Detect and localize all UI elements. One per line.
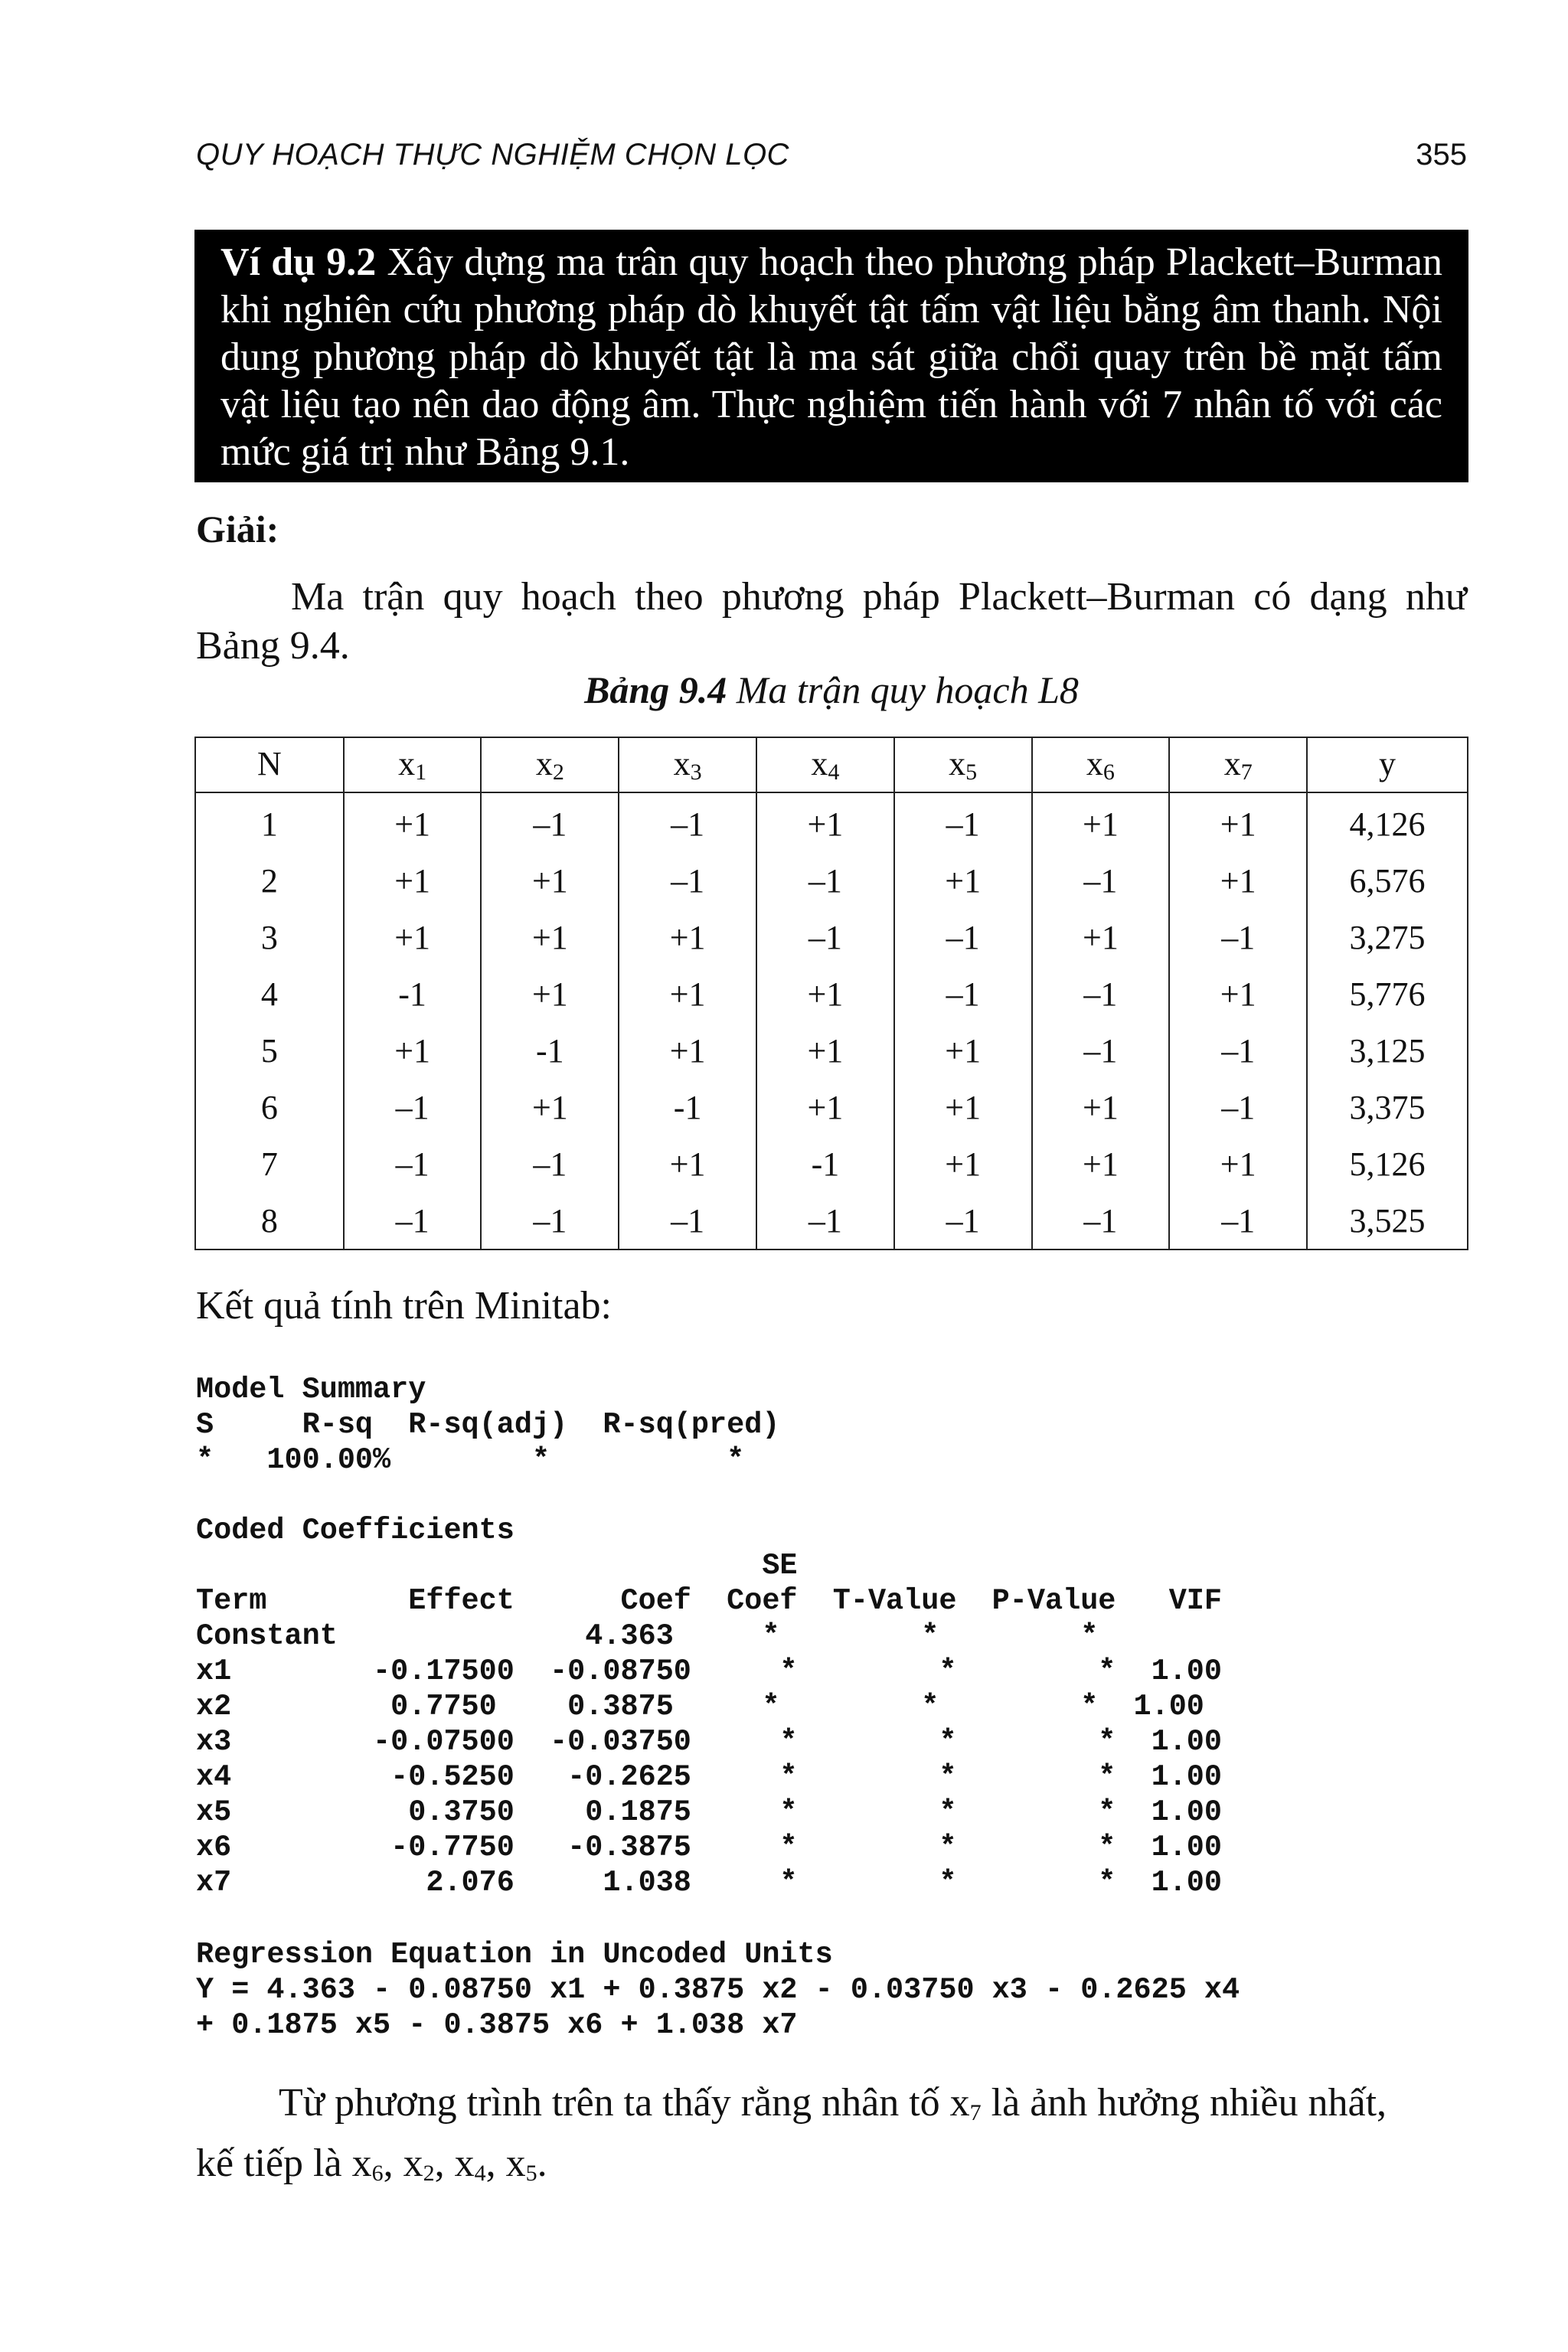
table-cell: –1	[894, 965, 1032, 1022]
table-cell: 1	[195, 792, 344, 852]
example-text: Xây dựng ma trân quy hoạch theo phương pháp Plackett–Burman khi nghiên cứu phương pháp dò khuyết tật tấm vật liệu bằng âm thanh. Nội dung phương pháp dò khuyết tật là ma sát giữa chổi quay trên bề mặt tấm vật liệu tạo nên dao động âm. Thực nghiệm tiến hành với 7 nhân tố với các mức giá trị như Bảng 9.1.	[220, 240, 1443, 474]
table-cell: +1	[756, 1079, 894, 1135]
table-cell: 7	[195, 1135, 344, 1192]
table-cell: –1	[1169, 1192, 1307, 1250]
table-cell: +1	[894, 1135, 1032, 1192]
table-cell: –1	[344, 1135, 482, 1192]
table-cell: –1	[894, 1192, 1032, 1250]
table-cell: +1	[894, 1079, 1032, 1135]
table-cell: –1	[481, 792, 619, 852]
table-cell: 5,126	[1307, 1135, 1468, 1192]
table-cell: 4,126	[1307, 792, 1468, 852]
example-label: Ví dụ 9.2	[220, 240, 377, 284]
table-cell: 3,375	[1307, 1079, 1468, 1135]
table-cell: +1	[1032, 1079, 1170, 1135]
col-header-x7: $x_7$	[1169, 737, 1307, 792]
table-cell: –1	[1032, 852, 1170, 909]
table-cell: +1	[344, 909, 482, 965]
table-cell: +1	[756, 1022, 894, 1079]
table-cell: –1	[481, 1192, 619, 1250]
chapter-title: QUY HOẠCH THỰC NGHIỆM CHỌN LỌC	[196, 138, 789, 172]
solution-label: Giải:	[196, 508, 279, 550]
table-row	[195, 792, 1468, 852]
table-cell: –1	[1032, 965, 1170, 1022]
table-row	[195, 965, 1468, 1022]
col-header-x5: $x_5$	[894, 737, 1032, 792]
table-cell: –1	[1032, 1192, 1170, 1250]
table-cell: 3,275	[1307, 909, 1468, 965]
table-cell: –1	[344, 1079, 482, 1135]
table-cell: 3	[195, 909, 344, 965]
table-row	[195, 852, 1468, 909]
col-header-x3: $x_3$	[619, 737, 756, 792]
table-cell: +1	[619, 1022, 756, 1079]
table-cell: 3,125	[1307, 1022, 1468, 1079]
table-cell: 4	[195, 965, 344, 1022]
table-cell: +1	[481, 852, 619, 909]
col-header-y: y	[1307, 737, 1468, 792]
table-cell: +1	[1032, 1135, 1170, 1192]
table-cell: +1	[1169, 792, 1307, 852]
table-cell: –1	[1169, 1022, 1307, 1079]
table-row	[195, 1079, 1468, 1135]
col-header-x1: $x_1$	[344, 737, 482, 792]
page-number: 355	[1416, 138, 1467, 172]
table-cell: –1	[894, 909, 1032, 965]
table-cell: -1	[344, 965, 482, 1022]
table-cell: –1	[756, 909, 894, 965]
table-caption-label: Bảng 9.4	[584, 668, 727, 711]
table-cell: +1	[344, 1022, 482, 1079]
table-cell: +1	[756, 965, 894, 1022]
design-matrix-table	[194, 737, 1468, 1250]
table-cell: 6,576	[1307, 852, 1468, 909]
table-cell: +1	[481, 1079, 619, 1135]
table-cell: –1	[619, 1192, 756, 1250]
table-cell: +1	[344, 852, 482, 909]
table-cell: +1	[1169, 852, 1307, 909]
table-cell: +1	[1169, 965, 1307, 1022]
table-caption-title: Ma trận quy hoạch L8	[736, 668, 1079, 711]
col-header-x4: $x_4$	[756, 737, 894, 792]
intro-paragraph: Ma trận quy hoạch theo phương pháp Plackett–Burman có dạng như Bảng 9.4.	[196, 575, 1467, 668]
table-cell: +1	[619, 909, 756, 965]
minitab-result-label: Kết quả tính trên Minitab:	[196, 1284, 612, 1328]
table-row	[195, 1135, 1468, 1192]
table-cell: +1	[1032, 792, 1170, 852]
table-cell: 2	[195, 852, 344, 909]
table-cell: –1	[894, 792, 1032, 852]
col-header-x2: $x_2$	[481, 737, 619, 792]
table-cell: –1	[619, 792, 756, 852]
conclusion-line-1: Từ phương trình trên ta thấy rằng nhân tố $x_7$ là ảnh hưởng nhiều nhất,	[279, 2081, 1387, 2125]
table-row	[195, 1022, 1468, 1079]
table-cell: 3,525	[1307, 1192, 1468, 1250]
table-cell: +1	[481, 965, 619, 1022]
table-cell: -1	[756, 1135, 894, 1192]
col-header-x6: $x_6$	[1032, 737, 1170, 792]
table-cell: –1	[481, 1135, 619, 1192]
table-cell: 5,776	[1307, 965, 1468, 1022]
minitab-coded-coefficients: Coded Coefficients SE Term Effect Coef Coef T-Value P-Value VIF Constant 4.363 * * * x1 -0.17500 -0.08750 * * * 1.00 x2 0.7750 0.3875 * * * 1.00 x3 -0.07500 -0.03750 * * * 1.00 x4 -0.5250 -0.2625 * * * 1.00 x5 0.3750 0.1875 * * * 1.00 x6 -0.7750 -0.3875 * * * 1.00 x7 2.076 1.038 * * * 1.00	[196, 1514, 1223, 1900]
conclusion-line-2: kế tiếp là $x_6$, $x_2$, $x_4$, $x_5$.	[196, 2141, 547, 2186]
table-cell: +1	[894, 852, 1032, 909]
col-header-n: N	[195, 737, 344, 792]
table-cell: +1	[344, 792, 482, 852]
minitab-regression-equation: Regression Equation in Uncoded Units Y = 4.363 - 0.08750 x1 + 0.3875 x2 - 0.03750 x3 - 0.2625 x4 + 0.1875 x5 - 0.3875 x6 + 1.038 x7	[196, 1938, 1240, 2042]
page-header	[196, 138, 1467, 184]
table-cell: +1	[619, 1135, 756, 1192]
table-cell: –1	[756, 852, 894, 909]
table-cell: +1	[1032, 909, 1170, 965]
table-cell: +1	[1169, 1135, 1307, 1192]
table-cell: 8	[195, 1192, 344, 1250]
table-cell: –1	[1169, 1079, 1307, 1135]
table-row	[195, 1192, 1468, 1250]
table-cell: –1	[344, 1192, 482, 1250]
table-cell: +1	[481, 909, 619, 965]
table-caption	[196, 668, 1467, 712]
table-header-row	[195, 737, 1468, 792]
table-cell: -1	[619, 1079, 756, 1135]
table-cell: +1	[619, 965, 756, 1022]
table-cell: –1	[1169, 909, 1307, 965]
table-cell: –1	[756, 1192, 894, 1250]
table-row	[195, 909, 1468, 965]
table-cell: 5	[195, 1022, 344, 1079]
conclusion-paragraph	[196, 2078, 1467, 2199]
table-cell: –1	[1032, 1022, 1170, 1079]
table-cell: +1	[756, 792, 894, 852]
table-cell: +1	[894, 1022, 1032, 1079]
table-cell: 6	[195, 1079, 344, 1135]
example-box	[194, 230, 1468, 482]
table-cell: –1	[619, 852, 756, 909]
minitab-model-summary: Model Summary S R-sq R-sq(adj) R-sq(pred) * 100.00% * *	[196, 1373, 780, 1477]
table-cell: -1	[481, 1022, 619, 1079]
